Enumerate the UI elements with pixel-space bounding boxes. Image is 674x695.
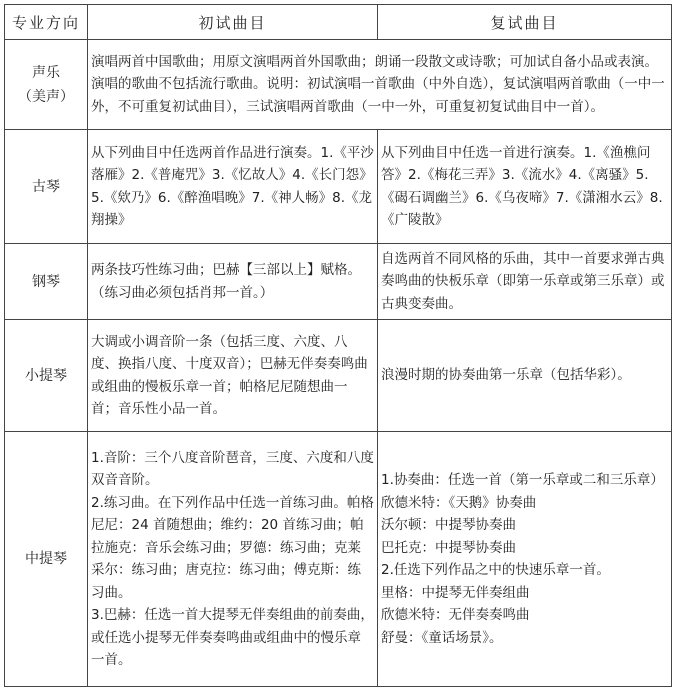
list-item: 欣德米特：无伴奏奏鸣曲 (381, 607, 530, 623)
header-row (5, 5, 672, 40)
list-item: 2.任选下列作品之中的快速乐章一首。 (381, 562, 610, 578)
direction-label: 声乐 (32, 64, 60, 81)
list-item: 1.音阶：三个八度音阶琶音，三度、六度和八度双音音阶。 (91, 449, 374, 488)
retest-repertoire-cell (378, 432, 672, 687)
row-piano (5, 244, 672, 320)
initial-repertoire-cell: 两条技巧性练习曲；巴赫【三部以上】赋格。（练习曲必须包括肖邦一首。） (88, 244, 378, 320)
initial-repertoire-cell (88, 432, 378, 687)
list-item: 3.巴赫：任选一首大提琴无伴奏组曲的前奏曲，或任选小提琴无伴奏奏鸣曲或组曲中的慢乐章一首。 (91, 607, 374, 668)
list-item: 舒曼：《童话场景》。 (381, 629, 503, 646)
list-item: 里格：中提琴无伴奏组曲 (381, 584, 530, 601)
direction-cell: 古琴 (5, 130, 88, 244)
direction-cell: 中提琴 (5, 432, 88, 687)
header-initial: 初试曲目 (88, 5, 378, 40)
row-vocal (5, 40, 672, 130)
direction-sublabel: （美声） (18, 88, 74, 105)
vocal-requirements-cell: 演唱两首中国歌曲；用原文演唱两首外国歌曲；朗诵一段散文或诗歌；可加试自备小品或表演。演唱的歌曲不包括流行歌曲。说明：初试演唱一首歌曲（中外自选），复试演唱两首歌曲（一中一外，不可重复初试曲目），三试演唱两首歌曲（一中一外，可重复初复试曲目中一首）。 (88, 40, 672, 130)
initial-repertoire-cell: 从下列曲目中任选两首作品进行演奏。1.《平沙落雁》2.《普庵咒》3.《忆故人》4.《长门怨》5.《欸乃》6.《醉渔唱晚》7.《神人畅》8.《龙翔操》 (88, 130, 378, 244)
header-direction: 专业方向 (5, 5, 88, 40)
audition-table-container (4, 4, 672, 687)
list-item: 沃尔顿：中提琴协奏曲 (381, 517, 516, 533)
list-item: 1.协奏曲：任选一首（第一乐章或二和三乐章） (381, 472, 664, 488)
direction-cell: 钢琴 (5, 244, 88, 320)
direction-cell: 小提琴 (5, 320, 88, 432)
row-violin (5, 320, 672, 432)
list-item: 2.练习曲。在下列作品中任选一首练习曲。帕格尼尼：24 首随想曲；维约：20 首练习曲；帕拉施克：音乐会练习曲；罗德：练习曲；克莱采尔：练习曲；唐克拉：练习曲；傅克斯：练习曲。 (91, 494, 374, 601)
list-item: 巴托克：中提琴协奏曲 (381, 539, 516, 556)
retest-repertoire-cell: 浪漫时期的协奏曲第一乐章（包括华彩）。 (378, 320, 672, 432)
row-guqin (5, 130, 672, 244)
audition-table (4, 4, 672, 687)
retest-repertoire-cell: 从下列曲目中任选一首进行演奏。1.《渔樵问答》2.《梅花三弄》3.《流水》4.《离骚》5.《碣石调幽兰》6.《乌夜啼》7.《潇湘水云》8.《广陵散》 (378, 130, 672, 244)
retest-repertoire-cell: 自选两首不同风格的乐曲，其中一首要求弹古典奏鸣曲的快板乐章（即第一乐章或第三乐章）或古典变奏曲。 (378, 244, 672, 320)
row-viola (5, 432, 672, 687)
list-item: 欣德米特：《天鹅》协奏曲 (381, 494, 537, 511)
initial-repertoire-cell: 大调或小调音阶一条（包括三度、六度、八度、换指八度、十度双音）；巴赫无伴奏奏鸣曲或组曲的慢板乐章一首；帕格尼尼随想曲一首；音乐性小品一首。 (88, 320, 378, 432)
header-retest: 复试曲目 (378, 5, 672, 40)
direction-cell (5, 40, 88, 130)
